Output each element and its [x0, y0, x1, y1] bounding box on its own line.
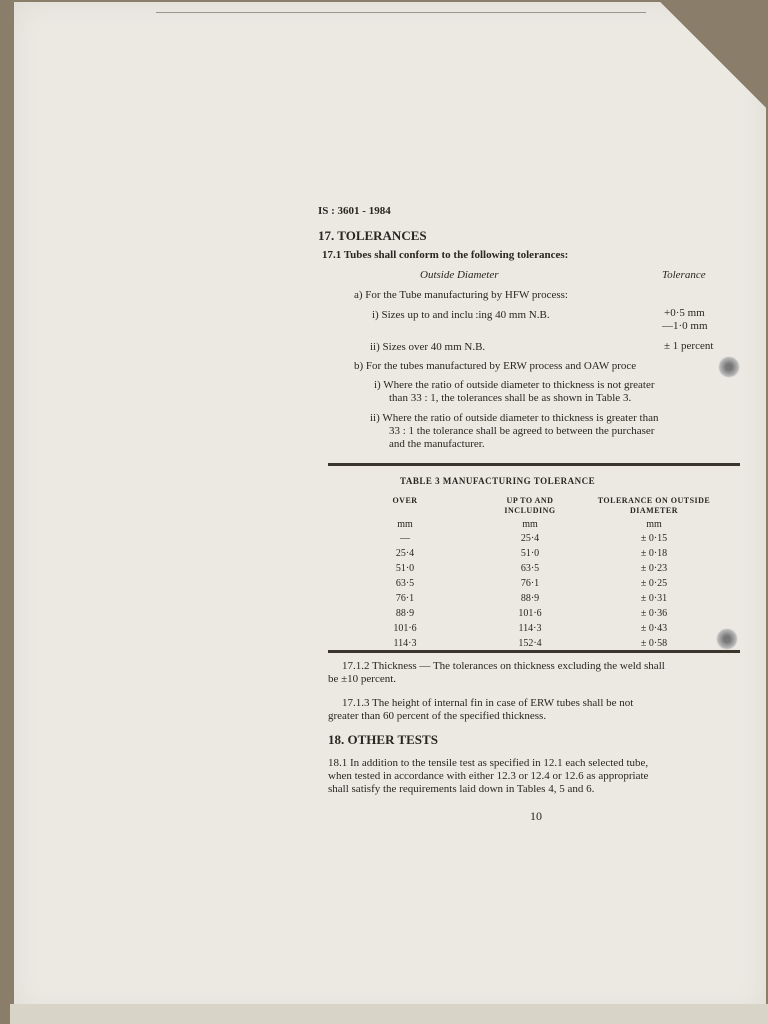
clause-17-1-2-line2: be ±10 percent. — [328, 673, 397, 685]
table-cell: 101·6 — [393, 623, 417, 634]
col-tolerance: Tolerance — [662, 269, 706, 281]
table-cell: ± 0·15 — [640, 533, 668, 544]
table-cell: 51·0 — [520, 548, 540, 559]
table-cell: ± 0·43 — [640, 623, 668, 634]
page-smudge — [718, 356, 740, 378]
table-cell: 25·4 — [520, 533, 540, 544]
table-cell: 76·1 — [395, 593, 415, 604]
section-17-heading: 17. TOLERANCES — [318, 228, 427, 243]
table-bottom-rule — [328, 650, 740, 653]
clause-b: b) For the tubes manufactured by ERW process and OAW proce — [354, 360, 637, 372]
table-cell: 88·9 — [520, 593, 540, 604]
table-cell: ± 0·58 — [640, 638, 668, 649]
standard-ref: IS : 3601 - 1984 — [318, 205, 391, 217]
table-cell: ± 0·18 — [640, 548, 668, 559]
table-cell: 152·4 — [518, 638, 542, 649]
clause-18-1-line2: when tested in accordance with either 12.3 or 12.4 or 12.6 as appropriate — [328, 770, 649, 782]
table-cell: 51·0 — [395, 563, 415, 574]
table-title: TABLE 3 MANUFACTURING TOLERANCE — [400, 476, 596, 486]
table-cell: 88·9 — [395, 608, 415, 619]
clause-17-1-2-line1: 17.1.2 Thickness — The tolerances on thickness excluding the weld shall — [342, 660, 665, 672]
table-cell: 114·3 — [393, 638, 417, 649]
clause-a: a) For the Tube manufacturing by HFW process: — [354, 289, 568, 301]
table-cell: ± 0·25 — [640, 578, 668, 589]
table-cell: 76·1 — [520, 578, 540, 589]
page-smudge — [716, 628, 738, 650]
table-cell: ± 0·31 — [640, 593, 668, 604]
clause-a-i-tol-minus: —1·0 mm — [662, 320, 708, 332]
table-col-tolerance — [592, 531, 716, 651]
table-top-rule — [328, 463, 740, 466]
clause-17-1: 17.1 Tubes shall conform to the following tolerances: — [322, 249, 569, 261]
table-cell: — — [400, 533, 410, 544]
table-cell: ± 0·36 — [640, 608, 668, 619]
clause-b-i-line2: than 33 : 1, the tolerances shall be as shown in Table 3. — [389, 392, 632, 404]
table-header-upto: UP TO AND INCLUDING — [504, 496, 556, 515]
clause-17-1-3-line2: greater than 60 percent of the specified thickness. — [328, 710, 547, 722]
clause-b-ii-line3: and the manufacturer. — [389, 438, 485, 450]
clause-18-1-line1: 18.1 In addition to the tensile test as specified in 12.1 each selected tube, — [328, 757, 649, 769]
table-unit-upto: mm — [522, 519, 538, 530]
table-cell: 63·5 — [520, 563, 540, 574]
clause-a-i: i) Sizes up to and inclu :ing 40 mm N.B. — [372, 309, 550, 321]
table-cell: 63·5 — [395, 578, 415, 589]
table-unit-tolerance: mm — [646, 519, 662, 530]
table-col-upto — [490, 531, 570, 651]
table-header-over: OVER — [392, 496, 418, 505]
table-col-over — [370, 531, 440, 651]
table-unit-over: mm — [397, 519, 413, 530]
clause-b-i-line1: i) Where the ratio of outside diameter to thickness is not greater — [374, 379, 655, 391]
clause-17-1-3-line1: 17.1.3 The height of internal fin in case of ERW tubes shall be not — [342, 697, 634, 709]
clause-18-1-line3: shall satisfy the requirements laid down in Tables 4, 5 and 6. — [328, 783, 595, 795]
clause-b-ii-line1: ii) Where the ratio of outside diameter to thickness is greater than — [370, 412, 659, 424]
table-cell: 114·3 — [518, 623, 542, 634]
clause-a-ii-tol: ± 1 percent — [664, 340, 714, 352]
col-outside-diameter: Outside Diameter — [420, 269, 499, 281]
clause-a-i-tol-plus: +0·5 mm — [664, 307, 705, 319]
table-header-tolerance: TOLERANCE ON OUTSIDE DIAMETER — [597, 496, 711, 515]
section-18-heading: 18. OTHER TESTS — [328, 732, 438, 747]
table-cell: ± 0·23 — [640, 563, 668, 574]
table-cell: 25·4 — [395, 548, 415, 559]
clause-b-ii-line2: 33 : 1 the tolerance shall be agreed to between the purchaser — [389, 425, 655, 437]
page-number: 10 — [530, 809, 542, 823]
table-cell: 101·6 — [518, 608, 542, 619]
clause-a-ii: ii) Sizes over 40 mm N.B. — [370, 341, 486, 353]
